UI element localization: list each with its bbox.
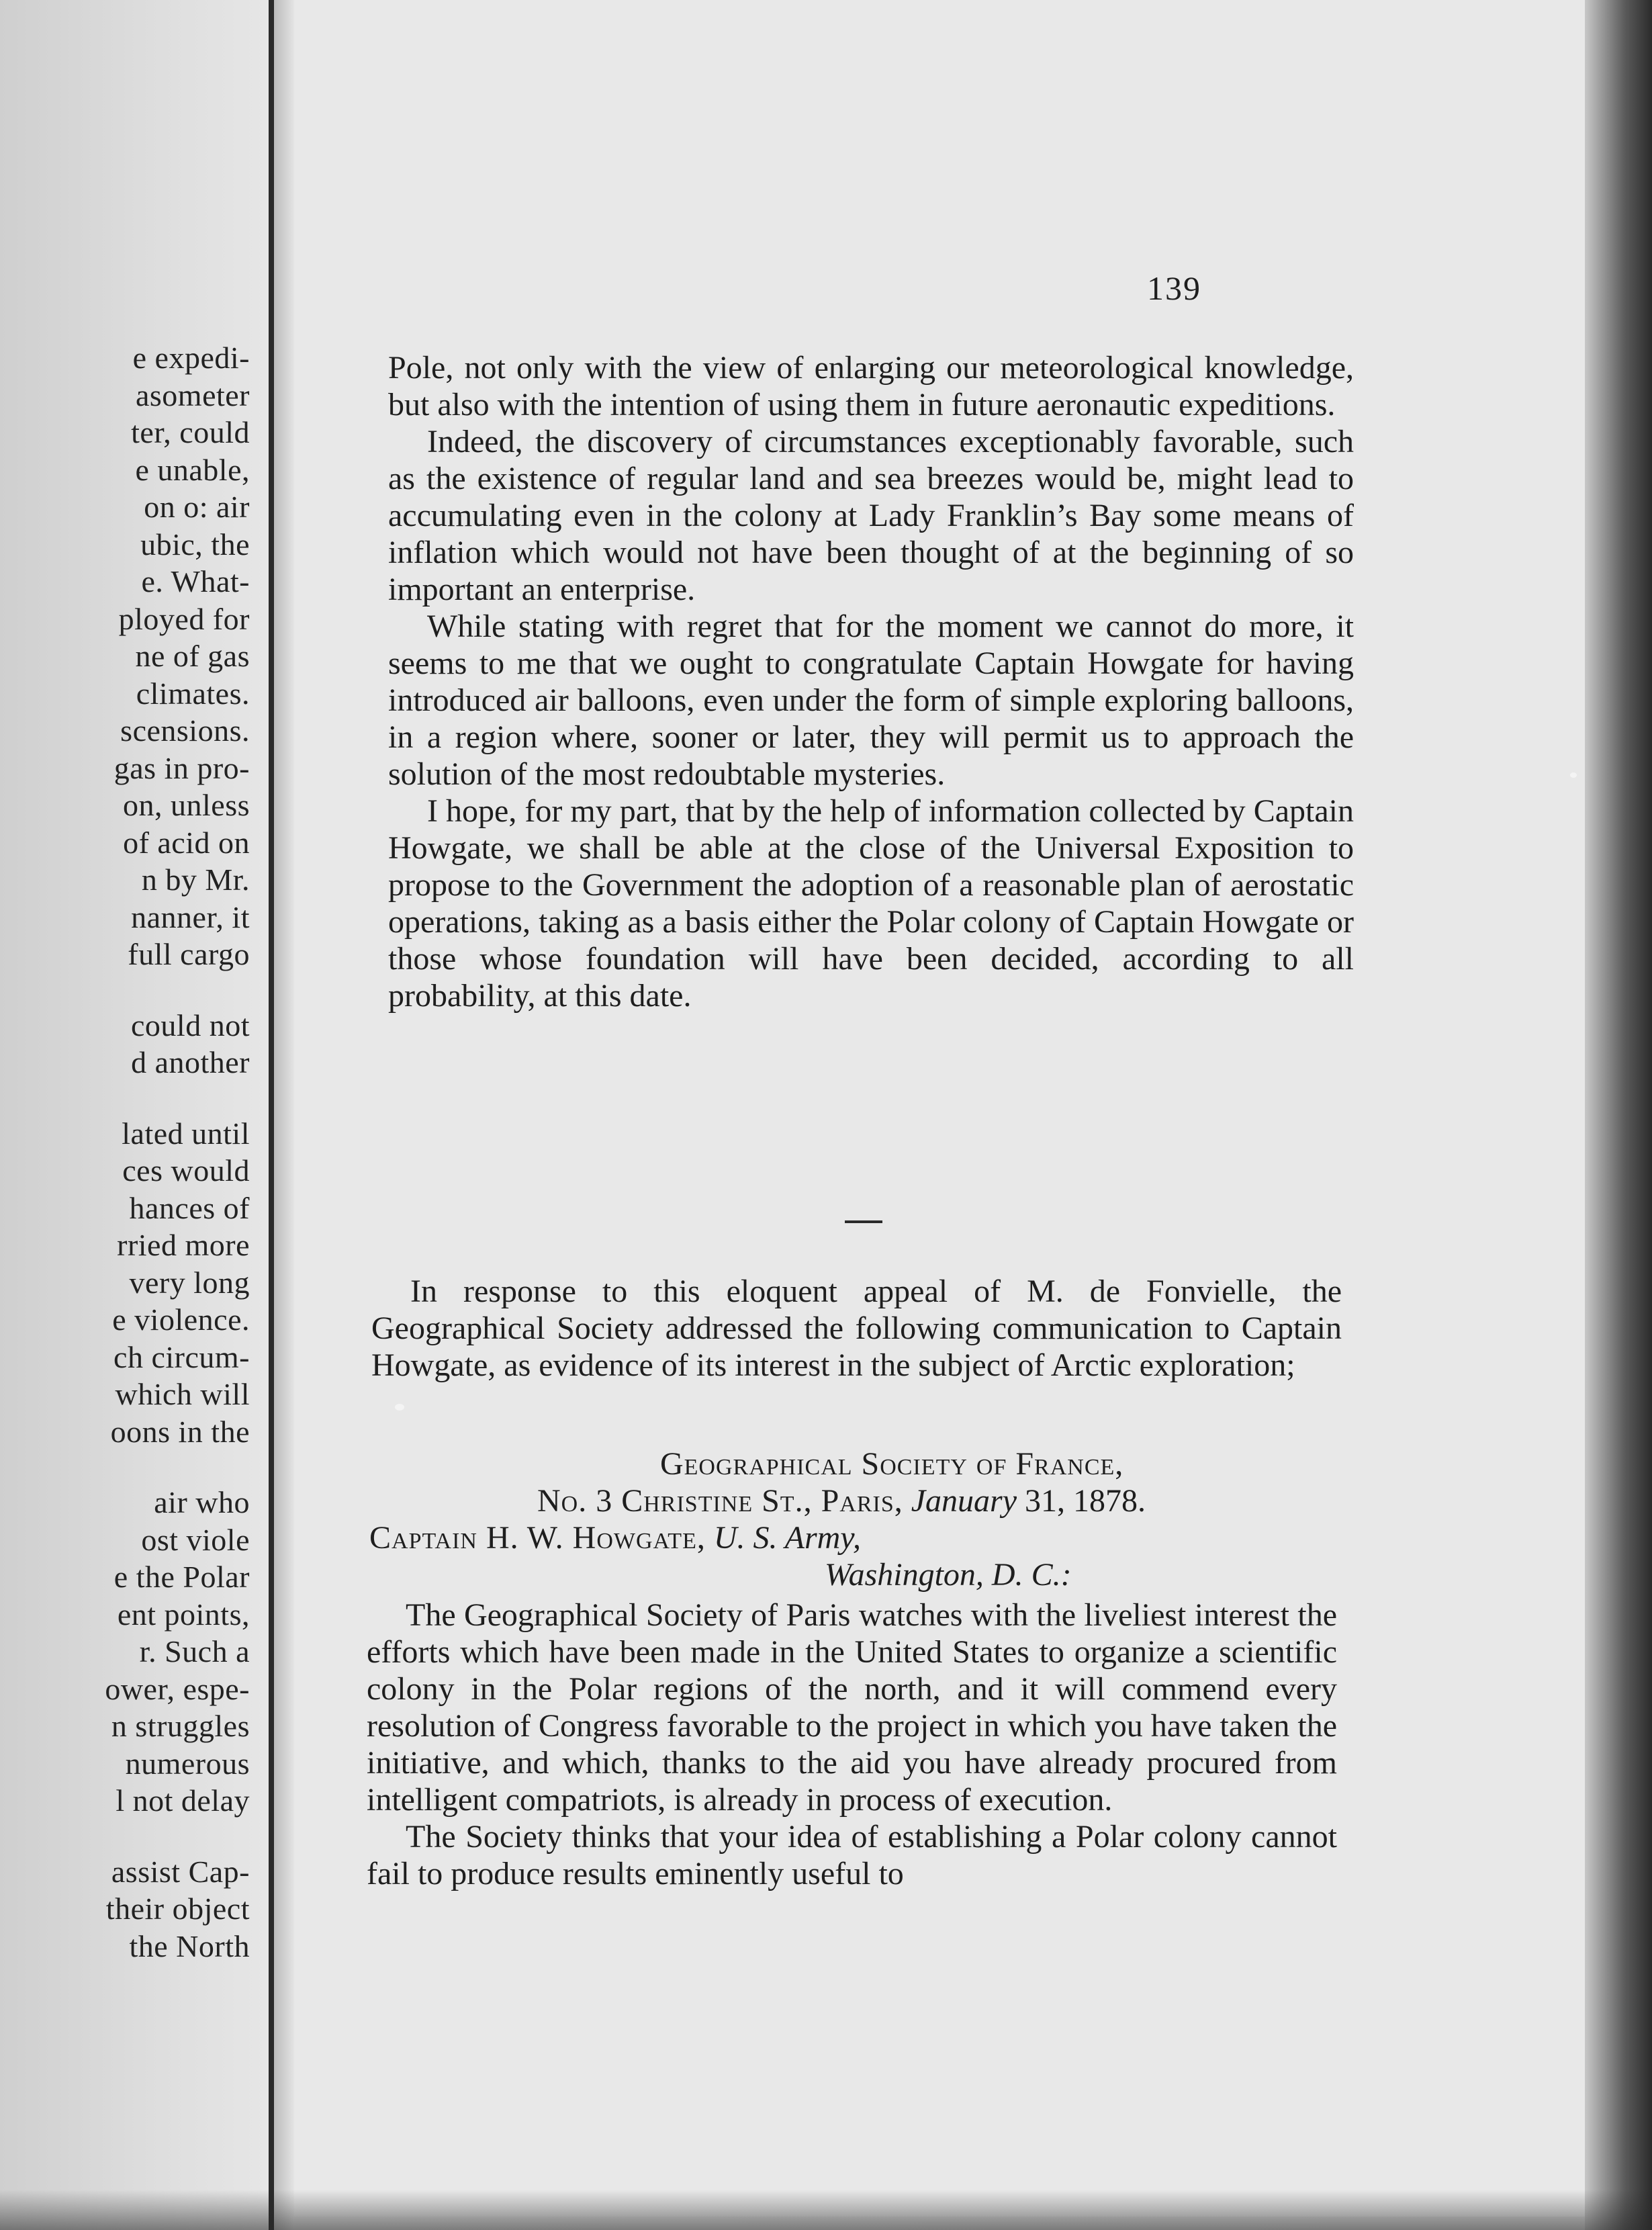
previous-page-line: n struggles [111,1709,250,1743]
previous-page-line: d another [131,1045,250,1079]
previous-page-line: ployed for [118,601,250,636]
previous-page-fragment [0,0,269,2230]
paragraph-continuation: Pole, not only with the view of enlarging our meteorological knowledge, but also with the intention of using them in future aeronautic expeditions. [388,350,1354,422]
previous-page-line: ch circum- [113,1339,250,1374]
addressee-service: U. S. Army, [713,1520,861,1556]
previous-page-line: e violence. [112,1302,250,1337]
intro-block [371,1273,1342,1384]
letterhead-address-date [537,1482,1146,1519]
section-divider [845,1220,882,1223]
letterhead-month: January [911,1483,1017,1519]
previous-page-line: air who [154,1485,250,1519]
intro-paragraph: In response to this eloquent appeal of M. de Fonvielle, the Geographical Society addressed the following communication to Captain Howgate, as evidence of its interest in the subject of Arctic exploration; [371,1274,1342,1383]
previous-page-line: ower, espe- [105,1671,250,1706]
previous-page-line: could not [131,1008,250,1042]
scan-speck [1570,772,1577,778]
previous-page-line: ter, could [131,415,250,449]
previous-page-line: of acid on [123,825,250,860]
gutter-rule [269,0,274,2230]
previous-page-line: ent points, [117,1597,250,1632]
page-number: 139 [1147,269,1201,307]
letterhead-date: 31, 1878. [1025,1483,1146,1519]
previous-page-line: rried more [117,1228,250,1262]
previous-page-line: numerous [125,1746,250,1781]
body-text-upper [388,349,1590,1014]
previous-page-line: assist Cap- [111,1854,250,1889]
gutter-shadow [274,0,294,2230]
previous-page-line: ost viole [141,1522,250,1557]
letter-paragraph-society-thinks: The Society thinks that your idea of establishing a Polar colony cannot fail to produce results eminently useful to [367,1819,1337,1891]
previous-page-line: full cargo [128,937,250,971]
previous-page-line: climates. [136,676,250,711]
previous-page-line: nanner, it [131,899,250,934]
previous-page-line: l not delay [116,1783,250,1818]
previous-page-line: e unable, [135,452,250,487]
previous-page-line: very long [129,1265,250,1300]
letter-paragraph-watches: The Geographical Society of Paris watches with the liveliest interest the efforts which have been made in the United States to organize a scientific colony in the Polar regions of the north, and it will commend every resolution of Congress favorable to the project in which you have taken the initiative, and which, thanks to the aid you have already procured from intelligent compatriots, is already in process of execution. [367,1597,1337,1818]
previous-page-line: r. Such a [139,1634,250,1668]
previous-page-line: on o: air [144,490,250,524]
paragraph-congratulate: While stating with regret that for the moment we cannot do more, it seems to me that we ought to congratulate Captain Howgate for having introduced air balloons, even under the form of simple exploring balloons, in a region where, sooner or later, they will permit us to approach the solution of the most redoubtable mysteries. [388,609,1354,792]
addressee-name: Captain H. W. Howgate, [369,1520,706,1556]
previous-page-line: e. What- [141,564,250,598]
addressee-place: Washington, D. C.: [825,1557,1072,1593]
letterhead-society: Geographical Society of France, [660,1446,1124,1482]
previous-page-line: their object [105,1891,250,1926]
previous-page-line: ne of gas [135,639,250,673]
paragraph-hope: I hope, for my part, that by the help of information collected by Captain Howgate, we shall be able at the close of the Universal Exposition to propose to the Government the adoption of a reasonable plan of aerostatic operations, taking as a basis either the Polar colony of Captain Howgate or those whose foundation will have been decided, according to all probability, at this date. [388,793,1354,1014]
letterhead-address: No. 3 Christine St., Paris, [537,1483,903,1519]
letter-body [367,1597,1337,1892]
previous-page-line: scensions. [120,713,250,748]
paragraph-discovery: Indeed, the discovery of circumstances exceptionably favorable, such as the existence of regular land and sea breezes would be, might lead to accumulating even in the colony at Lady Franklin’s Bay some means of inflation which would not have been thought of at the beginning of so important an enterprise. [388,424,1354,607]
previous-page-line: asometer [135,377,250,412]
scan-speck [395,1404,404,1411]
page-bottom-shadow [0,2190,1652,2230]
previous-page-line: e the Polar [113,1560,250,1594]
previous-page-line: the North [129,1928,250,1963]
page-edge-shadow [1585,0,1652,2230]
current-page [294,0,1590,2217]
previous-page-line: n by Mr. [141,862,250,897]
previous-page-line: on, unless [123,788,250,822]
previous-page-line: gas in pro- [113,750,250,785]
previous-page-line: hances of [129,1190,250,1225]
previous-page-line: which will [115,1377,250,1411]
previous-page-line: lated until [122,1116,250,1151]
addressee-line [369,1519,861,1556]
previous-page-line: ubic, the [140,527,250,562]
previous-page-line: ces would [122,1153,250,1188]
previous-page-line: e expedi- [132,341,250,375]
previous-page-line: oons in the [110,1414,250,1449]
